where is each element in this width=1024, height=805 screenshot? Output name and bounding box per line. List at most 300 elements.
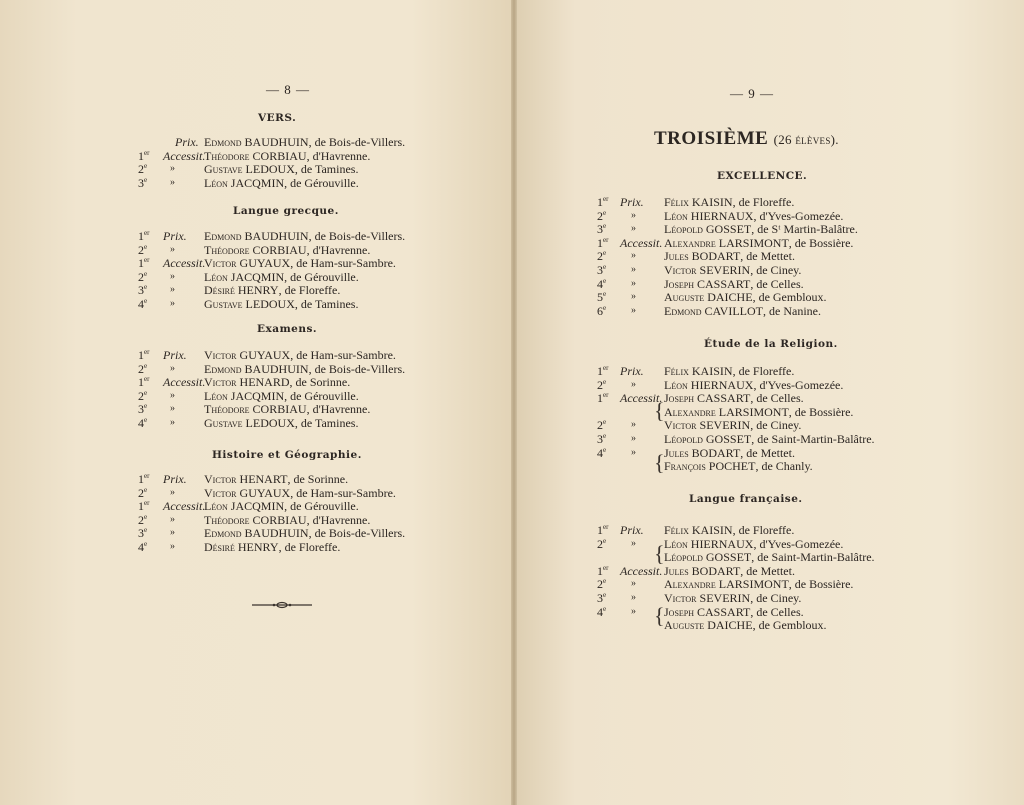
student-town: , d'Yves-Gomezée. [753, 208, 844, 223]
section-heading: Histoire et Géographie. [212, 449, 362, 461]
rank-suffix: er [144, 472, 150, 480]
list-item [0, 550, 1024, 564]
list-item [0, 591, 1024, 605]
rank-suffix: er [603, 391, 609, 400]
class-title-count: (26 élèves). [773, 132, 839, 147]
page-number-right: — 9 — [730, 86, 774, 101]
student-town: , de Gembloux. [752, 618, 827, 633]
list-item [0, 523, 1024, 537]
student-name: Joseph CASSART [664, 604, 751, 619]
student-name: Désiré HENRY [204, 283, 279, 298]
rank-suffix: e [144, 283, 148, 292]
list-item [0, 486, 1024, 500]
list-item [0, 618, 1024, 632]
student-name: Auguste DAICHE [664, 618, 753, 633]
list-item [0, 361, 1024, 378]
rank-suffix: er [603, 523, 609, 531]
prize-label: Accessit. [163, 148, 206, 163]
student-town: , de Ham-sur-Sambre. [290, 485, 396, 500]
ditto-mark: » [631, 304, 636, 316]
student-name: Edmond CAVILLOT [664, 303, 763, 318]
student-name: Gustave LEDOUX [204, 416, 295, 430]
student-entry [664, 523, 794, 537]
rank-suffix: e [603, 249, 607, 258]
student-town: , de Bois-de-Villers. [308, 526, 406, 541]
student-entry [664, 550, 875, 564]
rank-digit: 2 [597, 208, 603, 223]
rank-digit: 2 [138, 512, 144, 527]
student-entry [664, 195, 794, 209]
rank-number [138, 149, 149, 163]
list-item [0, 149, 1024, 163]
ditto-mark: » [170, 486, 175, 498]
rank-suffix: er [603, 235, 609, 244]
list-item [0, 249, 1024, 263]
list-item [0, 209, 1024, 223]
rank-suffix: e [603, 604, 607, 613]
student-town: , de Ham-sur-Sambre. [290, 348, 396, 362]
rank-suffix: e [144, 162, 148, 171]
student-name: Félix KAISIN [664, 364, 733, 378]
section-heading: Étude de la Religion. [704, 338, 838, 350]
list-item [0, 263, 1024, 277]
rank-suffix: er [144, 499, 150, 508]
rank-suffix: e [144, 297, 148, 305]
student-town: , de Nanine. [763, 303, 821, 318]
student-name: Victor SEVERIN [664, 418, 751, 433]
list-item [0, 290, 1024, 304]
rank-number [597, 591, 606, 605]
rank-digit: 4 [138, 540, 144, 554]
rank-suffix: e [603, 577, 607, 586]
prize-label: Accessit. [163, 256, 206, 271]
prize-label: Accessit. [620, 235, 663, 250]
rank-number [597, 391, 608, 405]
student-town: , de Ciney. [750, 591, 802, 605]
rank-suffix: er [603, 563, 609, 572]
student-town: , de Saint-Martin-Balâtre. [751, 432, 875, 446]
rank-number [597, 277, 606, 291]
list-item [0, 418, 1024, 432]
brace-mark: { [654, 541, 665, 566]
student-town: , de Ham-sur-Sambre. [290, 256, 396, 271]
class-title-text: TROISIÈME [654, 128, 769, 149]
student-entry [664, 263, 801, 277]
rank-suffix: e [603, 208, 607, 217]
list-item [0, 577, 1024, 591]
brace-mark: { [654, 603, 665, 628]
student-name: Léon HIERNAUX [664, 536, 754, 551]
student-name: Victor SEVERIN [664, 263, 751, 277]
student-town: , de Gérouville. [284, 388, 359, 403]
student-town: , de Celles. [750, 391, 804, 406]
student-name: Edmond BAUDHUIN [204, 229, 309, 243]
rank-digit: 1 [597, 523, 603, 537]
rank-digit: 2 [597, 377, 603, 392]
rank-number [597, 222, 606, 236]
ditto-mark: » [170, 298, 175, 309]
ditto-mark: » [170, 527, 175, 539]
student-town: , de Sorinne. [289, 375, 351, 390]
rank-digit: 1 [597, 235, 603, 250]
student-entry [204, 348, 396, 362]
rank-digit: 4 [597, 604, 603, 619]
rank-number [597, 605, 606, 619]
prize-label: Prix. [175, 135, 199, 149]
rank-digit: 1 [597, 563, 603, 578]
rank-suffix: e [603, 303, 607, 312]
rank-number [138, 486, 147, 500]
rank-suffix: er [144, 256, 150, 265]
ditto-mark: » [170, 417, 175, 428]
rank-suffix: er [144, 229, 150, 237]
rank-number [597, 263, 606, 277]
list-item [0, 195, 1024, 209]
rank-suffix: e [144, 269, 148, 278]
list-item [0, 537, 1024, 551]
rank-suffix: e [603, 445, 607, 454]
rank-digit: 2 [597, 536, 603, 551]
rank-digit: 6 [597, 303, 603, 318]
student-name: Léopold GOSSET [664, 550, 752, 565]
rank-number [138, 472, 149, 486]
student-entry [664, 591, 801, 605]
student-entry [664, 577, 853, 591]
rank-number [597, 290, 606, 304]
student-entry [664, 618, 827, 632]
student-town: , d'Havrenne. [306, 242, 371, 257]
list-item [0, 472, 1024, 486]
rank-digit: 5 [597, 290, 603, 305]
student-name: Léon JACQMIN [204, 388, 285, 403]
student-entry [664, 564, 795, 578]
student-name: Victor SEVERIN [664, 591, 751, 605]
student-name: Léopold GOSSET [664, 432, 752, 446]
student-town: , d'Yves-Gomezée. [753, 377, 844, 392]
student-entry [664, 290, 827, 304]
ditto-mark: » [631, 223, 636, 235]
rank-number [138, 162, 147, 176]
prize-label: Prix. [163, 229, 187, 243]
list-item [0, 405, 1024, 419]
student-name: Alexandre LARSIMONT [664, 577, 789, 592]
rank-digit: 1 [138, 499, 144, 514]
student-name: François POCHET [664, 459, 756, 474]
rank-suffix: e [603, 377, 607, 386]
student-town: , de Bois-de-Villers. [308, 135, 406, 149]
rank-digit: 3 [597, 591, 603, 605]
ditto-mark: » [170, 362, 175, 374]
student-name: Victor HENART [204, 472, 288, 486]
list-item [0, 135, 1024, 149]
student-name: Désiré HENRY [204, 540, 279, 554]
student-name: Jules BODART [664, 563, 741, 578]
student-entry [204, 472, 348, 486]
student-town: , de Celles. [750, 276, 804, 291]
ditto-mark: » [631, 446, 636, 458]
list-item [0, 236, 1024, 250]
rank-number [597, 418, 606, 432]
student-name: Edmond BAUDHUIN [204, 526, 309, 541]
student-name: Victor GUYAUX [204, 348, 291, 362]
student-entry [664, 605, 804, 619]
brace-mark: { [654, 398, 665, 423]
rank-suffix: e [144, 540, 148, 548]
rank-digit: 3 [138, 283, 144, 298]
prize-label: Prix. [620, 523, 644, 537]
rank-digit: 3 [597, 432, 603, 446]
ditto-mark: » [170, 513, 175, 525]
student-name: Alexandre LARSIMONT [664, 404, 789, 419]
prize-label: Prix. [620, 195, 644, 209]
rank-suffix: e [603, 290, 607, 299]
student-name: Léopold GOSSET [664, 222, 752, 237]
section-heading: Langue française. [689, 493, 803, 505]
rank-digit: 2 [138, 269, 144, 284]
student-name: Léon HIERNAUX [664, 377, 754, 392]
prize-label: Prix. [163, 472, 187, 486]
prize-label: Prix. [620, 364, 644, 378]
list-item [0, 348, 1024, 362]
rank-suffix: e [603, 536, 607, 545]
student-town: , de Bossière. [788, 577, 854, 592]
rank-digit: 1 [138, 229, 144, 243]
rank-digit: 1 [138, 375, 144, 390]
rank-digit: 2 [597, 249, 603, 264]
student-town: , d'Havrenne. [306, 148, 371, 163]
rank-digit: 3 [138, 175, 144, 190]
ditto-mark: » [631, 264, 636, 275]
student-name: Victor GUYAUX [204, 485, 291, 500]
ditto-mark: » [631, 605, 636, 617]
student-town: , de Floreffe. [278, 540, 341, 554]
list-item [0, 499, 1024, 513]
ditto-mark: » [631, 433, 636, 444]
rank-digit: 3 [597, 222, 603, 237]
rank-digit: 2 [138, 162, 144, 177]
rank-suffix: e [603, 222, 607, 231]
student-entry [204, 162, 358, 176]
rank-suffix: e [144, 526, 148, 535]
section-heading: Examens. [257, 323, 318, 335]
rank-suffix: e [144, 402, 148, 411]
student-name: Joseph CASSART [664, 276, 751, 291]
student-town: , de Saint-Martin-Balâtre. [751, 550, 875, 565]
rank-number [597, 564, 608, 578]
list-item [0, 564, 1024, 578]
student-town: , de Floreffe. [732, 523, 795, 537]
rank-digit: 2 [138, 485, 144, 500]
student-entry [664, 378, 843, 392]
student-town: , de Mettet. [740, 445, 795, 460]
student-name: Victor HENARD [204, 375, 290, 390]
student-entry [664, 236, 853, 250]
rank-digit: 1 [597, 364, 603, 378]
ditto-mark: » [170, 403, 175, 415]
ditto-mark: » [170, 243, 175, 255]
rank-suffix: er [144, 148, 150, 157]
student-name: Léon JACQMIN [204, 499, 285, 514]
rank-digit: 4 [597, 276, 603, 291]
student-town: , de Sᵗ Martin-Balâtre. [751, 222, 858, 237]
rank-suffix: e [144, 175, 148, 184]
list-item [0, 459, 1024, 473]
prize-label: Accessit. [620, 391, 663, 406]
student-entry [664, 459, 813, 473]
student-name: Théodore CORBIAU [204, 402, 307, 417]
student-entry [664, 405, 853, 419]
rank-digit: 4 [138, 297, 144, 311]
rank-digit: 2 [597, 418, 603, 433]
ditto-mark: » [631, 419, 636, 431]
brace-mark: { [654, 450, 665, 475]
list-item [0, 446, 1024, 460]
student-town: , de Bois-de-Villers. [308, 361, 406, 376]
student-name: Léon HIERNAUX [664, 208, 754, 223]
student-town: , de Chanly. [755, 459, 813, 474]
student-name: Félix KAISIN [664, 195, 733, 209]
student-town: , de Floreffe. [732, 195, 795, 209]
rank-suffix: e [603, 418, 607, 427]
rank-number [597, 378, 606, 392]
student-name: Gustave LEDOUX [204, 297, 295, 311]
rank-suffix: e [603, 591, 607, 599]
ditto-mark: » [631, 578, 636, 590]
student-town: , de Floreffe. [278, 283, 341, 298]
student-entry [664, 364, 794, 378]
student-name: Théodore CORBIAU [204, 148, 307, 163]
student-name: Félix KAISIN [664, 523, 733, 537]
ditto-mark: » [631, 592, 636, 603]
student-name: Jules BODART [664, 445, 741, 460]
rank-digit: 1 [138, 472, 144, 486]
list-item [0, 176, 1024, 190]
rank-number [597, 432, 606, 446]
rank-digit: 4 [597, 445, 603, 460]
student-entry [664, 418, 801, 432]
ditto-mark: » [631, 209, 636, 221]
rank-number [597, 209, 606, 223]
rank-number [597, 523, 608, 537]
student-town: , de Tamines. [294, 297, 359, 311]
student-entry [204, 176, 359, 190]
student-town: , de Tamines. [294, 416, 359, 430]
rank-number [138, 176, 147, 190]
ditto-mark: » [170, 270, 175, 282]
rank-digit: 3 [138, 402, 144, 417]
ditto-mark: » [170, 163, 175, 175]
section-heading: VERS. [258, 112, 297, 124]
student-name: Victor GUYAUX [204, 256, 291, 271]
student-town: , de Mettet. [740, 563, 795, 578]
rank-digit: 4 [138, 416, 144, 430]
student-town: , d'Havrenne. [306, 402, 371, 417]
student-name: Jules BODART [664, 249, 741, 264]
student-town: , de Ciney. [750, 418, 802, 433]
prize-label: Accessit. [163, 499, 206, 514]
student-name: Léon JACQMIN [204, 269, 285, 284]
student-entry [204, 499, 359, 513]
ditto-mark: » [631, 537, 636, 549]
rank-digit: 2 [138, 388, 144, 403]
student-entry [664, 446, 795, 460]
rank-number [138, 499, 149, 513]
rank-number [597, 577, 606, 591]
rank-suffix: e [144, 416, 148, 424]
rank-digit: 1 [597, 391, 603, 406]
student-name: Auguste DAICHE [664, 290, 753, 305]
student-town: , de Gérouville. [284, 175, 359, 190]
list-item [0, 277, 1024, 291]
student-name: Edmond BAUDHUIN [204, 135, 309, 149]
student-town: , de Gérouville. [284, 499, 359, 514]
student-town: , de Bossière. [788, 235, 854, 250]
student-name: Gustave LEDOUX [204, 162, 295, 177]
rank-suffix: er [144, 348, 150, 356]
rank-suffix: e [603, 263, 607, 271]
rank-suffix: e [144, 242, 148, 251]
rank-suffix: e [144, 388, 148, 397]
student-name: Théodore CORBIAU [204, 512, 307, 527]
list-item [0, 605, 1024, 619]
rank-suffix: e [144, 361, 148, 370]
student-entry [664, 432, 875, 446]
list-item [0, 388, 1024, 406]
student-entry [204, 149, 370, 163]
rank-number [138, 348, 149, 362]
student-town: , de Gembloux. [752, 290, 827, 305]
rank-number [597, 364, 608, 378]
rank-suffix: e [603, 432, 607, 440]
rank-number [597, 236, 608, 250]
ditto-mark: » [631, 250, 636, 262]
student-entry [664, 537, 843, 551]
rank-suffix: er [603, 364, 609, 372]
student-entry [664, 249, 795, 263]
student-entry [204, 486, 396, 500]
ditto-mark: » [631, 277, 636, 289]
student-town: , de Ciney. [750, 263, 802, 277]
rank-digit: 1 [597, 195, 603, 209]
section-heading: EXCELLENCE. [717, 170, 808, 182]
student-town: , de Mettet. [740, 249, 795, 264]
student-entry [664, 304, 821, 318]
rank-suffix: e [603, 276, 607, 285]
ditto-mark: » [631, 378, 636, 390]
rank-suffix: e [144, 485, 148, 494]
rank-suffix: e [144, 512, 148, 521]
student-town: , de Bossière. [788, 404, 854, 419]
student-name: Alexandre LARSIMONT [664, 235, 789, 250]
ditto-mark: » [170, 389, 175, 401]
list-item [0, 304, 1024, 318]
student-town: , de Tamines. [294, 162, 359, 177]
student-town: , de Celles. [750, 604, 804, 619]
ditto-mark: » [170, 284, 175, 296]
rank-digit: 2 [138, 361, 144, 376]
rank-suffix: er [603, 195, 609, 203]
student-entry [664, 209, 843, 223]
student-entry [664, 222, 858, 236]
rank-number [597, 195, 608, 209]
student-name: Joseph CASSART [664, 391, 751, 406]
student-name: Théodore CORBIAU [204, 242, 307, 257]
student-town: , de Sorinne. [287, 472, 349, 486]
student-entry [664, 277, 804, 291]
student-name: Edmond BAUDHUIN [204, 361, 309, 376]
student-entry [664, 391, 804, 405]
rank-digit: 1 [138, 148, 144, 163]
